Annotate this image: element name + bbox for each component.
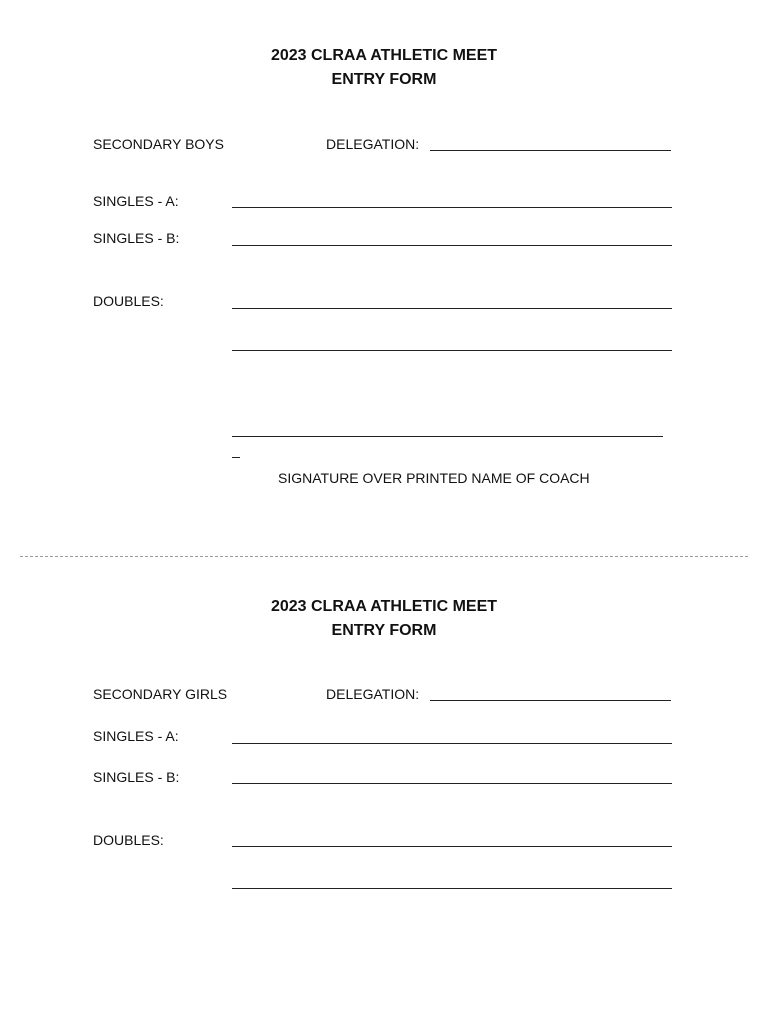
singles-b-label: SINGLES - B: (93, 230, 180, 246)
delegation-field[interactable] (430, 700, 671, 701)
form-subtitle: ENTRY FORM (331, 622, 437, 639)
doubles-label: DOUBLES: (93, 293, 164, 309)
signature-caption: SIGNATURE OVER PRINTED NAME OF COACH (278, 470, 590, 486)
form-title: 2023 CLRAA ATHLETIC MEET (270, 47, 498, 64)
doubles-field-2[interactable] (232, 350, 672, 351)
cut-line-divider (20, 556, 748, 557)
doubles-field-1[interactable] (232, 846, 672, 847)
form-title: 2023 CLRAA ATHLETIC MEET (270, 598, 498, 615)
singles-b-label: SINGLES - B: (93, 769, 180, 785)
delegation-label: DELEGATION: (326, 686, 420, 702)
singles-a-field[interactable] (232, 207, 672, 208)
singles-b-field[interactable] (232, 783, 672, 784)
signature-field[interactable] (232, 436, 663, 437)
singles-a-label: SINGLES - A: (93, 728, 179, 744)
doubles-field-1[interactable] (232, 308, 672, 309)
form-subtitle: ENTRY FORM (331, 71, 437, 88)
doubles-label: DOUBLES: (93, 832, 164, 848)
singles-a-label: SINGLES - A: (93, 193, 179, 209)
signature-field-overflow (232, 457, 240, 458)
doubles-field-2[interactable] (232, 888, 672, 889)
category-label: SECONDARY BOYS (93, 136, 224, 152)
delegation-field[interactable] (430, 150, 671, 151)
category-label: SECONDARY GIRLS (93, 686, 228, 702)
delegation-label: DELEGATION: (326, 136, 420, 152)
singles-a-field[interactable] (232, 743, 672, 744)
singles-b-field[interactable] (232, 245, 672, 246)
